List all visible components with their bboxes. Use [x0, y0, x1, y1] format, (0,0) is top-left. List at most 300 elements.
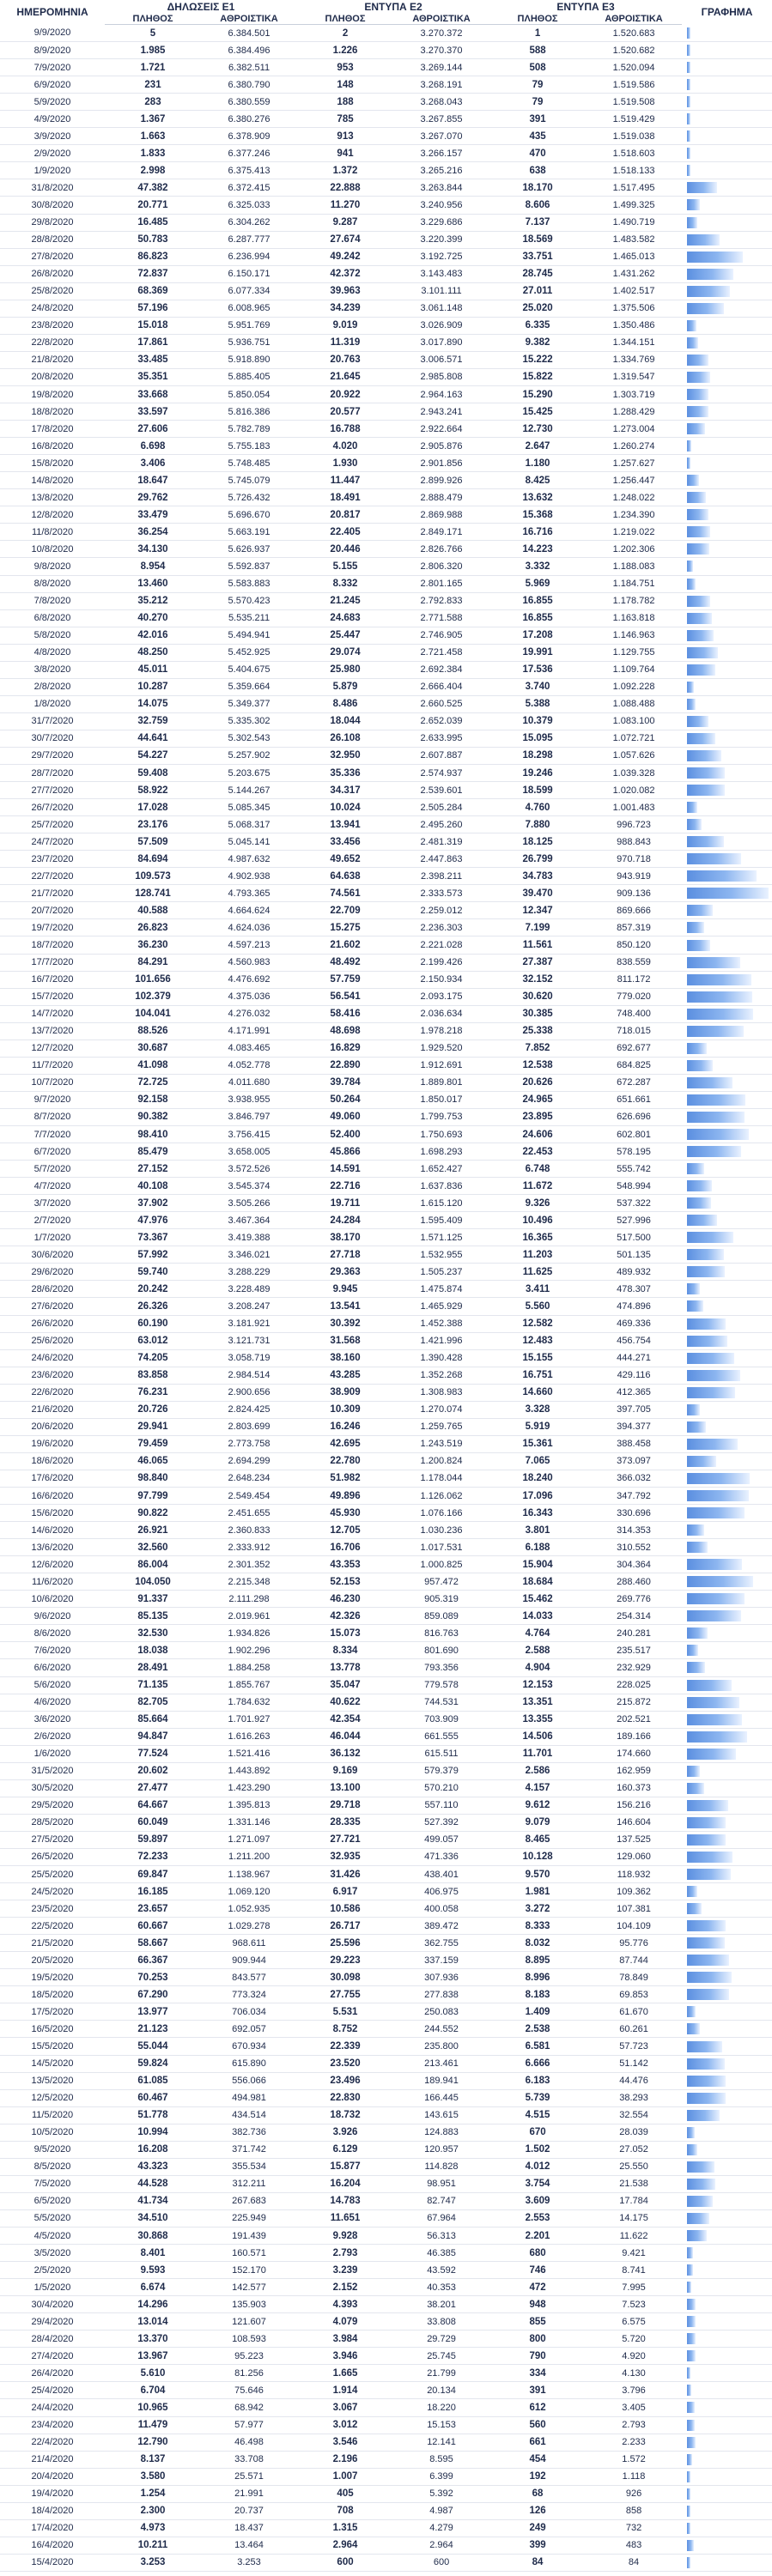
table-row — [0, 351, 772, 368]
row-bar-cell — [682, 524, 772, 541]
row-bar — [687, 974, 751, 985]
table-row — [0, 455, 772, 472]
e1-cumulative: 3.253 — [201, 2554, 297, 2571]
row-bar-cell — [682, 2175, 772, 2192]
e1-cumulative: 5.918.890 — [201, 351, 297, 368]
e3-cumulative: 1.517.495 — [586, 179, 682, 197]
row-bar — [687, 2385, 691, 2396]
e1-count: 1.985 — [105, 42, 201, 59]
e1-cumulative: 75.646 — [201, 2382, 297, 2399]
e2-cumulative: 744.531 — [393, 1694, 489, 1711]
e1-count: 45.011 — [105, 661, 201, 678]
row-date: 22/4/2020 — [0, 2434, 105, 2451]
row-date: 14/7/2020 — [0, 1005, 105, 1022]
e3-cumulative: 1.257.627 — [586, 455, 682, 472]
e1-count: 60.190 — [105, 1315, 201, 1332]
row-bar — [687, 2144, 697, 2155]
row-date: 8/5/2020 — [0, 2158, 105, 2175]
row-bar-cell — [682, 472, 772, 489]
e3-count: 11.625 — [489, 1264, 586, 1281]
table-row — [0, 385, 772, 403]
e2-count: 30.392 — [297, 1315, 393, 1332]
table-row — [0, 145, 772, 162]
row-bar-cell — [682, 1676, 772, 1694]
e2-count: 48.492 — [297, 954, 393, 971]
e1-count: 68.369 — [105, 282, 201, 300]
header-chart: ΓΡΑΦΗΜΑ — [701, 6, 753, 19]
e1-count: 40.270 — [105, 609, 201, 627]
table-row — [0, 2279, 772, 2296]
e1-cumulative: 6.077.334 — [201, 282, 297, 300]
e1-cumulative: 4.664.624 — [201, 902, 297, 919]
table-row — [0, 1057, 772, 1074]
e2-count: 11.447 — [297, 472, 393, 489]
e3-cumulative: 1.375.506 — [586, 300, 682, 317]
e3-cumulative: 548.994 — [586, 1178, 682, 1195]
e1-cumulative: 4.052.778 — [201, 1057, 297, 1074]
e1-cumulative: 5.302.543 — [201, 730, 297, 747]
e2-count: 22.890 — [297, 1057, 393, 1074]
e3-count: 16.716 — [489, 524, 586, 541]
e1-cumulative: 2.773.758 — [201, 1435, 297, 1452]
e3-cumulative: 228.025 — [586, 1676, 682, 1694]
e3-count: 6.666 — [489, 2055, 586, 2072]
table-row — [0, 558, 772, 575]
row-bar — [687, 1404, 700, 1415]
e1-cumulative: 6.377.246 — [201, 145, 297, 162]
row-date: 9/5/2020 — [0, 2141, 105, 2158]
e3-cumulative: 1.248.022 — [586, 489, 682, 506]
e1-cumulative: 6.380.790 — [201, 76, 297, 94]
row-bar — [687, 733, 715, 744]
row-date: 28/5/2020 — [0, 1814, 105, 1831]
e2-cumulative: 2.398.211 — [393, 868, 489, 885]
row-bar-cell — [682, 455, 772, 472]
row-date: 16/5/2020 — [0, 2021, 105, 2038]
row-bar — [687, 819, 702, 830]
e3-count: 8.996 — [489, 1969, 586, 1986]
e1-count: 11.479 — [105, 2416, 201, 2434]
e1-count: 44.641 — [105, 730, 201, 747]
row-date: 4/7/2020 — [0, 1178, 105, 1195]
e2-cumulative: 5.392 — [393, 2485, 489, 2502]
table-row — [0, 506, 772, 524]
table-row — [0, 1728, 772, 1745]
row-bar — [687, 2179, 715, 2190]
e1-count: 26.823 — [105, 919, 201, 936]
e2-cumulative: 29.729 — [393, 2331, 489, 2348]
row-date: 11/6/2020 — [0, 1573, 105, 1591]
e3-count: 15.904 — [489, 1556, 586, 1573]
row-bar — [687, 1697, 739, 1708]
e3-cumulative: 1.057.626 — [586, 747, 682, 764]
e3-cumulative: 1.520.094 — [586, 59, 682, 76]
e2-cumulative: 2.633.995 — [393, 730, 489, 747]
table-row — [0, 661, 772, 678]
table-row — [0, 988, 772, 1005]
e2-cumulative: 793.356 — [393, 1659, 489, 1676]
table-row — [0, 1178, 772, 1195]
row-date: 7/7/2020 — [0, 1126, 105, 1143]
row-bar-cell — [682, 971, 772, 988]
e1-count: 85.664 — [105, 1711, 201, 1728]
row-bar-cell — [682, 902, 772, 919]
table-row — [0, 179, 772, 197]
row-bar-cell — [682, 1039, 772, 1057]
e1-cumulative: 2.360.833 — [201, 1522, 297, 1539]
e1-count: 59.740 — [105, 1264, 201, 1281]
e3-cumulative: 235.517 — [586, 1642, 682, 1659]
e1-count: 1.833 — [105, 145, 201, 162]
e1-cumulative: 6.380.559 — [201, 94, 297, 111]
e1-count: 13.967 — [105, 2348, 201, 2365]
row-bar — [687, 2471, 690, 2482]
e1-count: 59.408 — [105, 765, 201, 782]
e2-count: 1.226 — [297, 42, 393, 59]
e1-count: 16.208 — [105, 2141, 201, 2158]
e1-cumulative: 152.170 — [201, 2262, 297, 2279]
row-bar-cell — [682, 1556, 772, 1573]
e2-cumulative: 1.270.074 — [393, 1401, 489, 1418]
e3-cumulative: 926 — [586, 2485, 682, 2502]
row-date: 22/6/2020 — [0, 1384, 105, 1401]
e1-count: 98.840 — [105, 1470, 201, 1487]
row-date: 2/6/2020 — [0, 1728, 105, 1745]
e1-count: 3.406 — [105, 455, 201, 472]
row-bar-cell — [682, 1814, 772, 1831]
row-bar-cell — [682, 1762, 772, 1779]
row-date: 24/6/2020 — [0, 1349, 105, 1367]
e1-count: 101.656 — [105, 971, 201, 988]
e2-cumulative: 2.721.458 — [393, 644, 489, 661]
e2-cumulative: 250.083 — [393, 2003, 489, 2021]
e2-count: 38.160 — [297, 1349, 393, 1367]
table-row — [0, 1039, 772, 1057]
e1-count: 1.721 — [105, 59, 201, 76]
e3-cumulative: 537.322 — [586, 1195, 682, 1212]
table-row — [0, 2485, 772, 2502]
row-date: 18/5/2020 — [0, 1986, 105, 2003]
e1-cumulative: 6.304.262 — [201, 214, 297, 231]
e1-count: 54.227 — [105, 747, 201, 764]
e3-cumulative: 970.718 — [586, 851, 682, 868]
table-row — [0, 1161, 772, 1178]
e2-count: 16.204 — [297, 2175, 393, 2192]
row-date: 28/8/2020 — [0, 231, 105, 248]
table-row — [0, 1952, 772, 1969]
e3-cumulative: 129.060 — [586, 1848, 682, 1865]
row-date: 19/7/2020 — [0, 919, 105, 936]
e1-cumulative: 5.850.054 — [201, 385, 297, 403]
e1-count: 104.050 — [105, 1573, 201, 1591]
table-row — [0, 1986, 772, 2003]
e2-cumulative: 20.134 — [393, 2382, 489, 2399]
row-date: 23/6/2020 — [0, 1367, 105, 1384]
e1-count: 58.667 — [105, 1935, 201, 1952]
row-bar — [687, 870, 757, 882]
e1-count: 91.337 — [105, 1591, 201, 1608]
row-date: 24/7/2020 — [0, 833, 105, 851]
e3-count: 435 — [489, 128, 586, 145]
table-row — [0, 2141, 772, 2158]
e2-cumulative: 3.006.571 — [393, 351, 489, 368]
e2-count: 12.705 — [297, 1522, 393, 1539]
e1-cumulative: 6.287.777 — [201, 231, 297, 248]
e2-count: 22.709 — [297, 902, 393, 919]
row-bar-cell — [682, 2021, 772, 2038]
row-date: 18/7/2020 — [0, 936, 105, 954]
e1-count: 67.290 — [105, 1986, 201, 2003]
e3-count: 9.612 — [489, 1797, 586, 1814]
e2-count: 6.917 — [297, 1883, 393, 1900]
row-date: 20/6/2020 — [0, 1418, 105, 1435]
e3-cumulative: 3.796 — [586, 2382, 682, 2399]
row-bar-cell — [682, 2434, 772, 2451]
e1-count: 10.211 — [105, 2537, 201, 2554]
row-bar-cell — [682, 799, 772, 816]
e2-cumulative: 2.964 — [393, 2537, 489, 2554]
e1-count: 27.477 — [105, 1779, 201, 1797]
e1-cumulative: 4.375.036 — [201, 988, 297, 1005]
row-bar — [687, 1972, 732, 1983]
row-bar — [687, 1094, 745, 1106]
e3-cumulative: 1.350.486 — [586, 317, 682, 334]
e3-count: 30.620 — [489, 988, 586, 1005]
e3-cumulative: 1.039.328 — [586, 765, 682, 782]
e3-cumulative: 189.166 — [586, 1728, 682, 1745]
row-bar-cell — [682, 1178, 772, 1195]
e3-cumulative: 732 — [586, 2519, 682, 2537]
e2-cumulative: 2.505.284 — [393, 799, 489, 816]
e2-cumulative: 2.922.664 — [393, 421, 489, 438]
e1-count: 58.922 — [105, 782, 201, 799]
row-date: 18/4/2020 — [0, 2502, 105, 2519]
e1-cumulative: 46.498 — [201, 2434, 297, 2451]
e1-count: 70.253 — [105, 1969, 201, 1986]
e1-cumulative: 4.276.032 — [201, 1005, 297, 1022]
row-bar — [687, 320, 696, 331]
row-bar-cell — [682, 1969, 772, 1986]
e1-count: 76.231 — [105, 1384, 201, 1401]
e2-cumulative: 661.555 — [393, 1728, 489, 1745]
e3-count: 2.647 — [489, 438, 586, 455]
e2-count: 48.698 — [297, 1022, 393, 1039]
e1-cumulative: 4.476.692 — [201, 971, 297, 988]
row-date: 20/4/2020 — [0, 2468, 105, 2485]
e3-cumulative: 988.843 — [586, 833, 682, 851]
e3-count: 4.012 — [489, 2158, 586, 2175]
e2-count: 1.665 — [297, 2365, 393, 2382]
e3-count: 1.981 — [489, 1883, 586, 1900]
e1-count: 57.509 — [105, 833, 201, 851]
row-date: 10/7/2020 — [0, 1074, 105, 1091]
table-row — [0, 2382, 772, 2399]
table-row — [0, 902, 772, 919]
e1-count: 32.530 — [105, 1625, 201, 1642]
row-bar-cell — [682, 334, 772, 351]
row-bar — [687, 252, 743, 263]
row-bar — [687, 1714, 742, 1725]
e3-cumulative: 811.172 — [586, 971, 682, 988]
row-date: 25/6/2020 — [0, 1332, 105, 1349]
e1-count: 1.254 — [105, 2485, 201, 2502]
e2-cumulative: 1.637.836 — [393, 1178, 489, 1195]
table-row — [0, 1401, 772, 1418]
table-row — [0, 1556, 772, 1573]
row-bar-cell — [682, 76, 772, 94]
e3-cumulative: 517.500 — [586, 1229, 682, 1246]
row-bar-cell — [682, 2451, 772, 2468]
table-row — [0, 919, 772, 936]
row-date: 28/6/2020 — [0, 1281, 105, 1298]
table-row — [0, 300, 772, 317]
row-bar — [687, 2264, 693, 2276]
e2-cumulative: 2.236.303 — [393, 919, 489, 936]
table-row — [0, 1005, 772, 1022]
e2-cumulative: 400.058 — [393, 1900, 489, 1918]
row-bar — [687, 2523, 690, 2534]
e2-cumulative: 389.472 — [393, 1918, 489, 1935]
table-row — [0, 1848, 772, 1865]
e1-count: 90.382 — [105, 1108, 201, 1125]
e1-cumulative: 6.150.171 — [201, 265, 297, 282]
e1-count: 85.479 — [105, 1143, 201, 1161]
e1-cumulative: 5.936.751 — [201, 334, 297, 351]
row-date: 8/6/2020 — [0, 1625, 105, 1642]
row-date: 7/9/2020 — [0, 59, 105, 76]
row-date: 30/4/2020 — [0, 2296, 105, 2313]
e2-count: 8.752 — [297, 2021, 393, 2038]
row-date: 3/8/2020 — [0, 661, 105, 678]
row-bar — [687, 423, 705, 434]
header-e3: ΕΝΤΥΠΑ Ε3 — [556, 0, 615, 13]
row-bar-cell — [682, 1367, 772, 1384]
row-bar-cell — [682, 42, 772, 59]
e2-cumulative: 1.750.693 — [393, 1126, 489, 1143]
table-row — [0, 2124, 772, 2141]
e2-cumulative: 1.076.166 — [393, 1505, 489, 1522]
e2-count: 19.711 — [297, 1195, 393, 1212]
row-date: 30/5/2020 — [0, 1779, 105, 1797]
row-date: 19/5/2020 — [0, 1969, 105, 1986]
e2-count: 26.717 — [297, 1918, 393, 1935]
row-bar — [687, 1490, 749, 1501]
row-date: 23/8/2020 — [0, 317, 105, 334]
row-bar — [687, 957, 740, 968]
row-bar-cell — [682, 94, 772, 111]
row-date: 14/8/2020 — [0, 472, 105, 489]
row-bar-cell — [682, 747, 772, 764]
row-bar — [687, 1129, 749, 1140]
e3-count: 10.379 — [489, 712, 586, 730]
e2-count: 42.372 — [297, 265, 393, 282]
e3-count: 11.701 — [489, 1745, 586, 1762]
header-e1-cumulative: ΑΘΡΟΙΣΤΙΚΑ — [201, 13, 297, 25]
table-row — [0, 265, 772, 282]
e1-count: 27.606 — [105, 421, 201, 438]
e2-count: 10.024 — [297, 799, 393, 816]
e2-cumulative: 3.240.956 — [393, 197, 489, 214]
row-bar-cell — [682, 1952, 772, 1969]
e1-cumulative: 2.451.655 — [201, 1505, 297, 1522]
row-date: 6/7/2020 — [0, 1143, 105, 1161]
e3-count: 5.388 — [489, 695, 586, 712]
e2-cumulative: 98.951 — [393, 2175, 489, 2192]
row-bar — [687, 2299, 696, 2310]
e2-count: 34.239 — [297, 300, 393, 317]
row-bar-cell — [682, 2003, 772, 2021]
e1-count: 2.998 — [105, 162, 201, 179]
row-date: 6/5/2020 — [0, 2192, 105, 2209]
row-bar — [687, 1542, 708, 1553]
e3-cumulative: 156.216 — [586, 1797, 682, 1814]
e1-cumulative: 5.085.345 — [201, 799, 297, 816]
e1-cumulative: 5.257.902 — [201, 747, 297, 764]
row-date: 24/4/2020 — [0, 2399, 105, 2416]
row-bar-cell — [682, 1625, 772, 1642]
e3-count: 4.515 — [489, 2106, 586, 2124]
e1-count: 46.065 — [105, 1452, 201, 1470]
e1-cumulative: 108.593 — [201, 2331, 297, 2348]
e2-cumulative: 1.178.044 — [393, 1470, 489, 1487]
row-date: 26/5/2020 — [0, 1848, 105, 1865]
e3-count: 1.502 — [489, 2141, 586, 2158]
e3-count: 11.203 — [489, 1246, 586, 1264]
e2-cumulative: 2.806.320 — [393, 558, 489, 575]
row-bar — [687, 1749, 736, 1760]
e2-count: 45.930 — [297, 1505, 393, 1522]
table-row — [0, 695, 772, 712]
table-row — [0, 2348, 772, 2365]
e2-count: 42.326 — [297, 1608, 393, 1625]
e2-cumulative: 2.888.479 — [393, 489, 489, 506]
e2-cumulative: 143.615 — [393, 2106, 489, 2124]
row-date: 26/8/2020 — [0, 265, 105, 282]
e2-count: 708 — [297, 2502, 393, 2519]
table-row — [0, 2537, 772, 2554]
header-e3-cumulative: ΑΘΡΟΙΣΤΙΚΑ — [586, 13, 682, 25]
e2-cumulative: 816.763 — [393, 1625, 489, 1642]
e3-count: 3.609 — [489, 2192, 586, 2209]
e1-count: 92.158 — [105, 1091, 201, 1108]
e2-count: 23.496 — [297, 2072, 393, 2089]
row-date: 13/5/2020 — [0, 2072, 105, 2089]
e2-count: 42.695 — [297, 1435, 393, 1452]
e2-cumulative: 38.201 — [393, 2296, 489, 2313]
e1-cumulative: 4.987.632 — [201, 851, 297, 868]
e2-cumulative: 1.308.983 — [393, 1384, 489, 1401]
e2-count: 2.793 — [297, 2245, 393, 2262]
row-date: 4/5/2020 — [0, 2227, 105, 2245]
table-row — [0, 1883, 772, 1900]
row-bar-cell — [682, 1711, 772, 1728]
e2-count: 3.012 — [297, 2416, 393, 2434]
e2-count: 25.980 — [297, 661, 393, 678]
row-bar-cell — [682, 2485, 772, 2502]
e2-cumulative: 3.265.216 — [393, 162, 489, 179]
e2-cumulative: 527.392 — [393, 1814, 489, 1831]
e2-count: 39.963 — [297, 282, 393, 300]
row-bar-cell — [682, 919, 772, 936]
table-row — [0, 162, 772, 179]
row-bar-cell — [682, 506, 772, 524]
row-date: 13/8/2020 — [0, 489, 105, 506]
row-date: 29/6/2020 — [0, 1264, 105, 1281]
table-row — [0, 1229, 772, 1246]
row-bar-cell — [682, 1470, 772, 1487]
row-bar-cell — [682, 1281, 772, 1298]
e2-count: 5.531 — [297, 2003, 393, 2021]
